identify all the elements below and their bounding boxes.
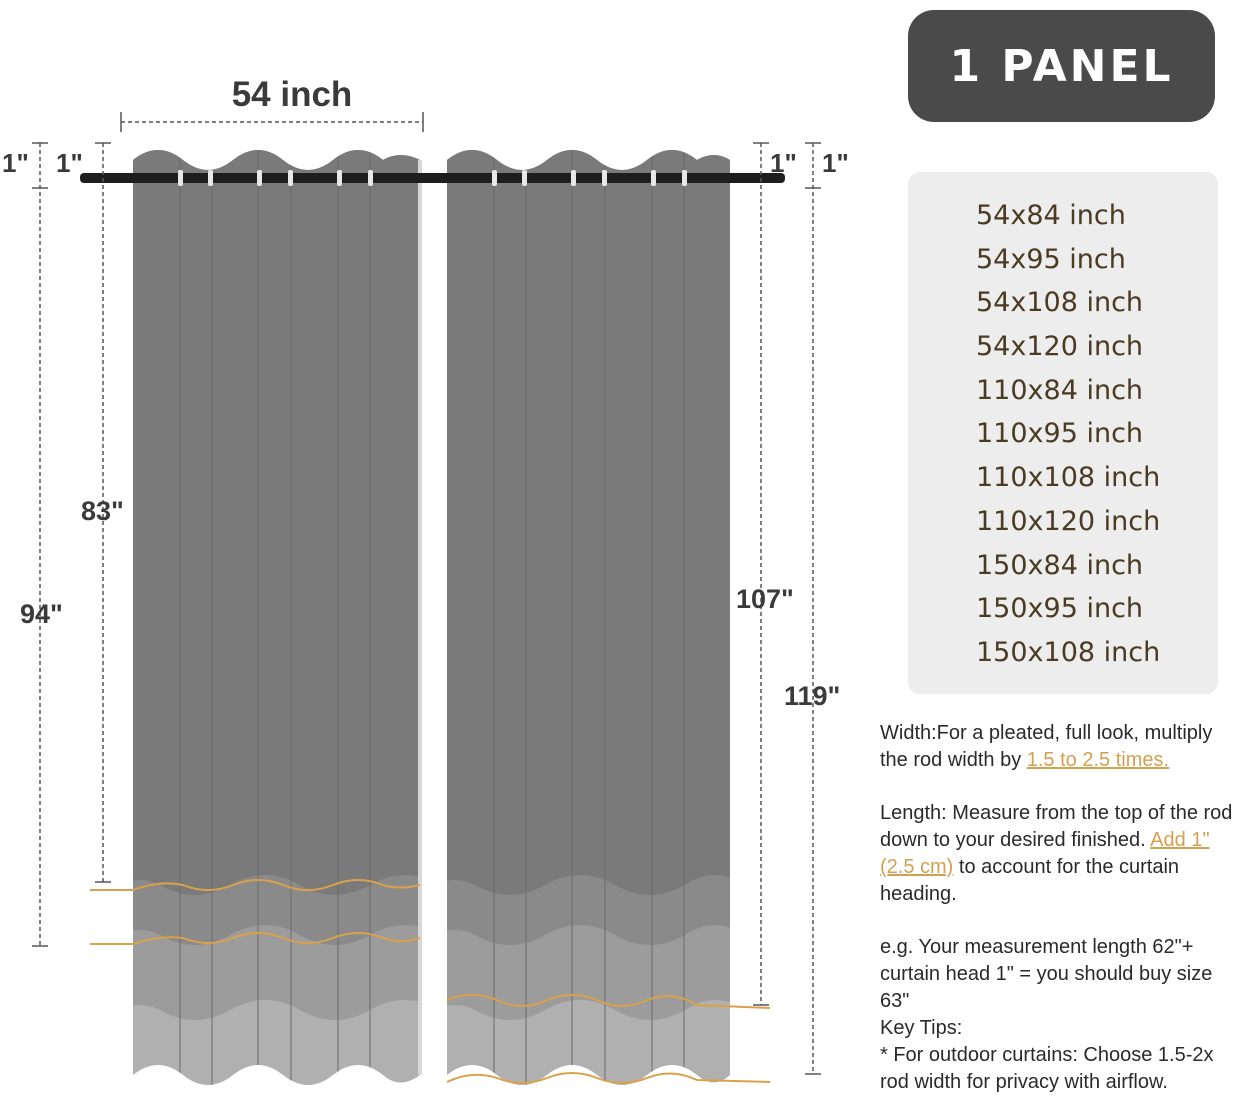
size-list	[976, 194, 1160, 675]
left-curtain-panel	[120, 130, 440, 1104]
grommet-gap-left-outer: 1"	[2, 148, 29, 178]
length-note-text-2: to account for the curtain heading.	[880, 856, 1180, 905]
length-83-label: 83"	[81, 496, 124, 526]
key-tips-title: Key Tips:	[880, 1017, 963, 1039]
grommet-gap-left-inner: 1"	[56, 148, 83, 178]
size-option: 54x120 inch	[976, 331, 1144, 363]
size-option: 150x84 inch	[976, 549, 1144, 581]
length-107-label: 107"	[736, 584, 794, 614]
length-note-text: : Measure from the top of the rod down to your desired finished.	[880, 802, 1233, 851]
size-option: 54x95 inch	[976, 243, 1126, 275]
size-list-box	[908, 172, 1218, 694]
size-option: 110x84 inch	[976, 374, 1144, 406]
size-option: 110x95 inch	[976, 418, 1144, 450]
size-option: 54x84 inch	[976, 200, 1126, 231]
curtain-rod	[80, 173, 785, 183]
width-label: 54 inch	[231, 75, 353, 114]
width-note-highlight: 1.5 to 2.5 times.	[1026, 749, 1170, 771]
measurement-notes	[880, 720, 1240, 1096]
size-option: 110x120 inch	[976, 505, 1161, 537]
length-note-label: Length	[880, 802, 942, 824]
panel-count-badge: 1 PANEL	[908, 10, 1215, 122]
width-note-text: :For a pleated, full look, multiply the rod width by	[880, 722, 1213, 771]
width-note-label: Width	[880, 722, 932, 744]
grommet-gap-right-inner: 1"	[770, 148, 797, 178]
size-option: 54x108 inch	[976, 287, 1144, 319]
grommet-gap-right-outer: 1"	[822, 148, 849, 178]
key-tip-item: * For outdoor curtains: Choose 1.5-2x rod width for privacy with airflow.	[880, 1044, 1214, 1093]
size-option: 150x95 inch	[976, 593, 1144, 625]
length-119-label: 119"	[784, 681, 841, 711]
size-option: 110x108 inch	[976, 462, 1161, 494]
right-curtain-panel	[435, 130, 745, 1104]
size-option: 150x108 inch	[976, 636, 1161, 668]
length-note	[880, 800, 1240, 908]
width-note	[880, 720, 1240, 774]
length-note-highlight: Add 1" (2.5 cm)	[880, 829, 1210, 878]
length-94-label: 94"	[20, 599, 63, 629]
example-note: e.g. Your measurement length 62"+ curtain head 1" = you should buy size 63"	[880, 936, 1213, 1012]
